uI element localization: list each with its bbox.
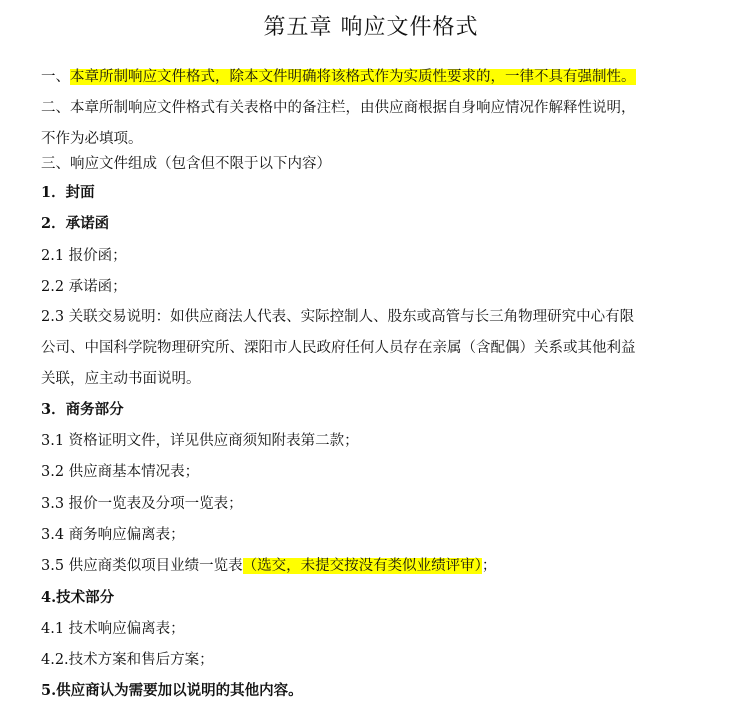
section-3-business: 3．商务部分 bbox=[41, 401, 124, 418]
item-3-5-text: 3.5 供应商类似项目业绩一览表 bbox=[41, 558, 243, 574]
section-2-commitment: 2．承诺函 bbox=[41, 215, 110, 232]
item-3-5-end: ； bbox=[481, 558, 497, 574]
item-3-1: 3.1 资格证明文件，详见供应商须知附表第二款； bbox=[41, 433, 359, 449]
item-4-2: 4.2.技术方案和售后方案； bbox=[41, 652, 214, 668]
item-3-4: 3.4 商务响应偏离表； bbox=[41, 527, 185, 543]
item-3-5 bbox=[41, 555, 731, 577]
item-3-3: 3.3 报价一览表及分项一览表； bbox=[41, 496, 243, 512]
item-2-1: 2.1 报价函； bbox=[41, 248, 127, 264]
note-1 bbox=[41, 66, 731, 88]
item-2-3-line-3: 关联，应主动书面说明。 bbox=[41, 371, 201, 387]
note-1-number: 一、 bbox=[41, 69, 70, 85]
chapter-title: 第五章 响应文件格式 bbox=[263, 15, 479, 40]
section-5-other: 5.供应商认为需要加以说明的其他内容。 bbox=[41, 682, 303, 699]
section-1-cover: 1．封面 bbox=[41, 184, 95, 201]
note-3: 三、响应文件组成（包含但不限于以下内容） bbox=[41, 156, 331, 172]
note-2-line-2: 不作为必填项。 bbox=[41, 131, 143, 147]
item-3-5-highlighted-note: （选交，未提交按没有类似业绩评审） bbox=[242, 558, 482, 574]
item-2-3-line-1: 2.3 关联交易说明：如供应商法人代表、实际控制人、股东或高管与长三角物理研究中心有限 bbox=[41, 309, 635, 325]
note-2-line-1: 二、本章所制响应文件格式有关表格中的备注栏，由供应商根据自身响应情况作解释性说明， bbox=[41, 100, 636, 116]
item-2-2: 2.2 承诺函； bbox=[41, 279, 127, 295]
note-1-highlighted-text: 本章所制响应文件格式，除本文件明确将该格式作为实质性要求的，一律不具有强制性。 bbox=[70, 69, 636, 85]
item-4-1: 4.1 技术响应偏离表； bbox=[41, 621, 185, 637]
section-4-technical: 4.技术部分 bbox=[41, 589, 115, 606]
item-2-3-line-2: 公司、中国科学院物理研究所、溧阳市人民政府任何人员存在亲属（含配偶）关系或其他利益 bbox=[41, 340, 636, 356]
item-3-2: 3.2 供应商基本情况表； bbox=[41, 464, 200, 480]
